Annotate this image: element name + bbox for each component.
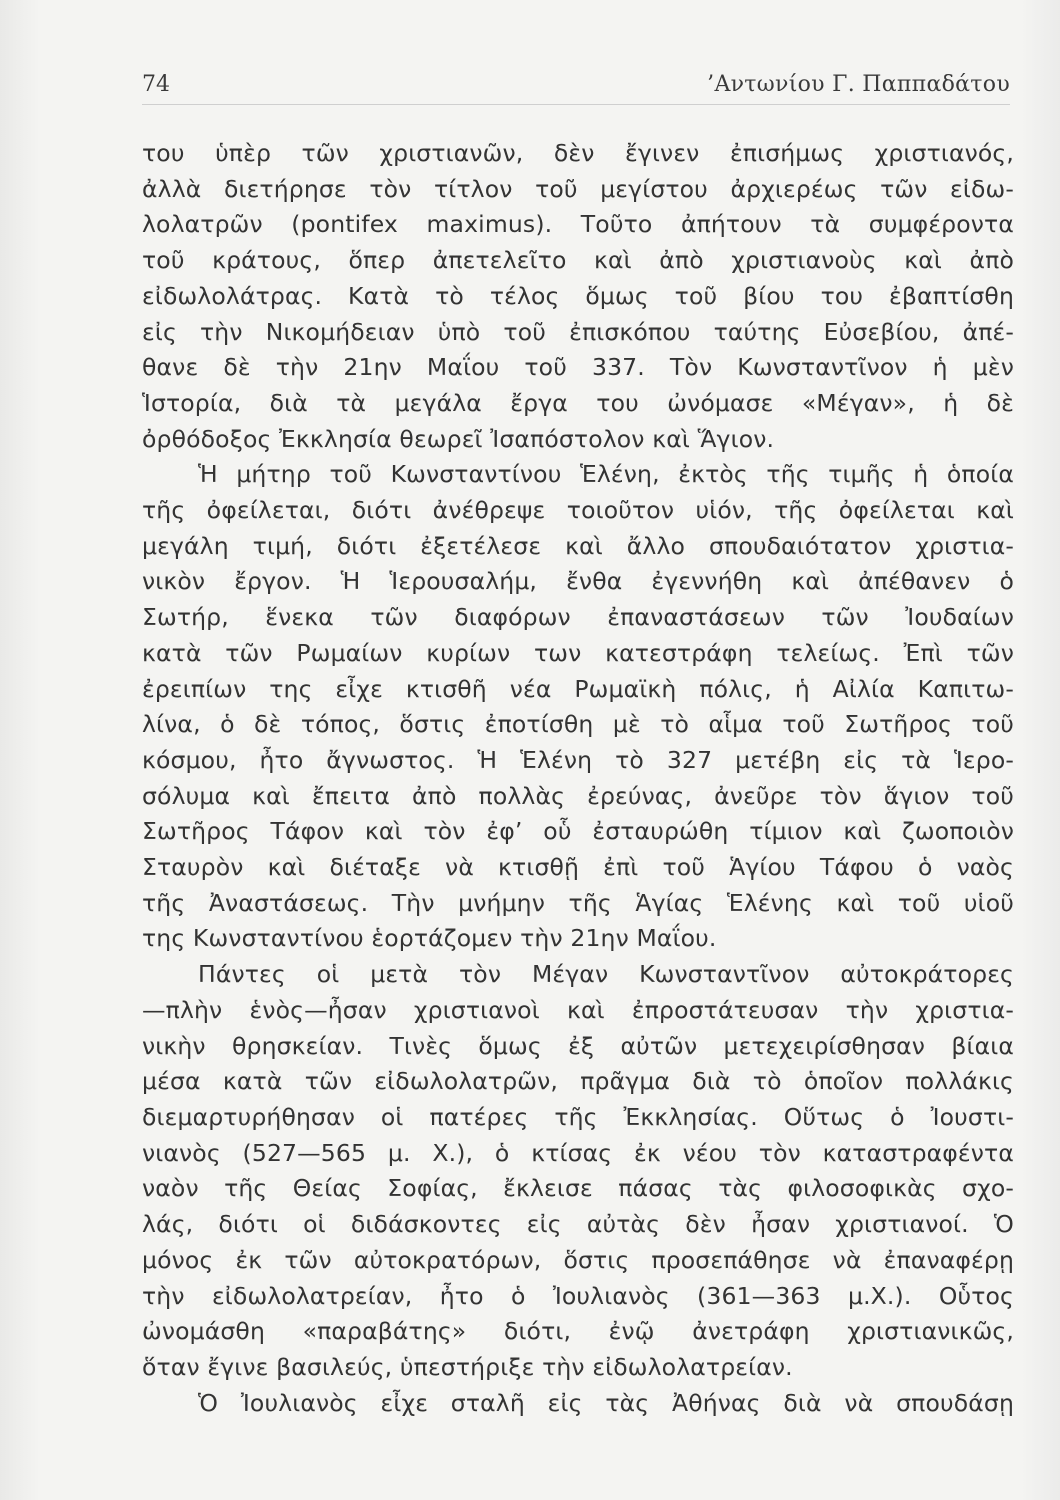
paragraph	[142, 1386, 1014, 1422]
text-line: ἐρειπίων της εἶχε κτισθῆ νέα Ρωμαϊκὴ πόλις, ἡ Αἰλία Καπιτω-	[142, 674, 1014, 703]
text-line: Ἱστορία, διὰ τὰ μεγάλα ἔργα του ὠνόμασε «Μέγαν», ἡ δὲ	[142, 388, 1014, 417]
text-line: Πάντες οἱ μετὰ τὸν Μέγαν Κωνσταντῖνον αὐτοκράτορες	[198, 960, 1014, 989]
page-header	[142, 68, 1010, 105]
text-line: ἀλλὰ διετήρησε τὸν τίτλον τοῦ μεγίστου ἀρχιερέως τῶν εἰδω-	[142, 174, 1014, 203]
page-number: 74	[142, 72, 170, 97]
text-line: εἰς τὴν Νικομήδειαν ὑπὸ τοῦ ἐπισκόπου ταύτης Εὐσεβίου, ἀπέ-	[142, 317, 1014, 346]
text-line: λολατρῶν (pontifex maximus). Τοῦτο ἀπήτουν τὰ συμφέροντα	[142, 210, 1014, 239]
text-line: τῆς ὀφείλεται, διότι ἀνέθρεψε τοιοῦτον υἱόν, τῆς ὀφείλεται καὶ	[142, 496, 1014, 525]
text-line: Ὁ Ἰουλιανὸς εἶχε σταλῆ εἰς τὰς Ἀθήνας διὰ νὰ σπουδάσῃ	[198, 1388, 1014, 1417]
text-line: λάς, διότι οἱ διδάσκοντες εἰς αὐτὰς δὲν ἦσαν χριστιανοί. Ὁ	[142, 1210, 1014, 1239]
text-line: ναὸν τῆς Θείας Σοφίας, ἔκλεισε πάσας τὰς φιλοσοφικὰς σχο-	[142, 1174, 1014, 1203]
text-line: Σταυρὸν καὶ διέταξε νὰ κτισθῇ ἐπὶ τοῦ Ἁγίου Τάφου ὁ ναὸς	[142, 853, 1014, 882]
text-line: κόσμου, ἦτο ἄγνωστος. Ἡ Ἑλένη τὸ 327 μετέβη εἰς τὰ Ἱερο-	[142, 745, 1014, 774]
text-line: τῆς Ἀναστάσεως. Τὴν μνήμην τῆς Ἁγίας Ἑλένης καὶ τοῦ υἱοῦ	[142, 888, 1014, 917]
text-line: μεγάλη τιμή, διότι ἐξετέλεσε καὶ ἄλλο σπουδαιότατον χριστια-	[142, 531, 1014, 560]
text-line: ὅταν ἔγινε βασιλεύς, ὑπεστήριξε τὴν εἰδωλολατρείαν.	[142, 1352, 793, 1381]
text-line: της Κωνσταντίνου ἑορτάζομεν τὴν 21ην Μαΐου.	[142, 924, 717, 953]
text-line: μόνος ἐκ τῶν αὐτοκρατόρων, ὅστις προσεπάθησε νὰ ἐπαναφέρῃ	[142, 1245, 1014, 1274]
running-head: ’Αντωνίου Γ. Παππαδάτου	[707, 72, 1010, 97]
text-line: κατὰ τῶν Ρωμαίων κυρίων των κατεστράφη τελείως. Ἐπὶ τῶν	[142, 638, 1014, 667]
text-line: νικὴν θρησκείαν. Τινὲς ὅμως ἐξ αὐτῶν μετεχειρίσθησαν βίαια	[142, 1031, 1014, 1060]
text-line: θανε δὲ τὴν 21ην Μαΐου τοῦ 337. Τὸν Κωνσταντῖνον ἡ μὲν	[142, 353, 1014, 382]
text-line: του ὑπὲρ τῶν χριστιανῶν, δὲν ἔγινεν ἐπισήμως χριστιανός,	[142, 139, 1014, 167]
text-line: ὀρθόδοξος Ἐκκλησία θεωρεῖ Ἰσαπόστολον καὶ Ἅγιον.	[142, 424, 775, 453]
text-line: ὠνομάσθη «παραβάτης» διότι, ἐνῷ ἀνετράφη χριστιανικῶς,	[142, 1317, 1014, 1346]
text-line: Ἡ μήτηρ τοῦ Κωνσταντίνου Ἑλένη, ἐκτὸς τῆς τιμῆς ἡ ὁποία	[198, 460, 1014, 489]
body-text	[142, 136, 1014, 1421]
text-line: Σωτήρ, ἕνεκα τῶν διαφόρων ἐπαναστάσεων τῶν Ἰουδαίων	[142, 603, 1014, 632]
paragraph	[142, 957, 1014, 1385]
paragraph	[142, 136, 1014, 457]
text-line: Σωτῆρος Τάφον καὶ τὸν ἐφ’ οὗ ἐσταυρώθη τίμιον καὶ ζωοποιὸν	[142, 817, 1014, 846]
text-line: σόλυμα καὶ ἔπειτα ἀπὸ πολλὰς ἐρεύνας, ἀνεῦρε τὸν ἅγιον τοῦ	[142, 781, 1014, 810]
text-line: νιανὸς (527—565 μ. Χ.), ὁ κτίσας ἐκ νέου τὸν καταστραφέντα	[142, 1138, 1014, 1167]
text-line: —πλὴν ἑνὸς—ἦσαν χριστιανοὶ καὶ ἐπροστάτευσαν τὴν χριστια-	[142, 995, 1014, 1024]
text-line: λίνα, ὁ δὲ τόπος, ὅστις ἐποτίσθη μὲ τὸ αἷμα τοῦ Σωτῆρος τοῦ	[142, 710, 1014, 739]
text-line: νικὸν ἔργον. Ἡ Ἱερουσαλήμ, ἔνθα ἐγεννήθη καὶ ἀπέθανεν ὁ	[142, 567, 1014, 596]
paragraph	[142, 457, 1014, 957]
text-line: εἰδωλολάτρας. Κατὰ τὸ τέλος ὅμως τοῦ βίου του ἐβαπτίσθη	[142, 281, 1014, 310]
text-line: τὴν εἰδωλολατρείαν, ἦτο ὁ Ἰουλιανὸς (361—363 μ.Χ.). Οὗτος	[142, 1281, 1014, 1310]
text-line: διεμαρτυρήθησαν οἱ πατέρες τῆς Ἐκκλησίας. Οὕτως ὁ Ἰουστι-	[142, 1102, 1014, 1131]
text-line: τοῦ κράτους, ὅπερ ἀπετελεῖτο καὶ ἀπὸ χριστιανοὺς καὶ ἀπὸ	[142, 246, 1014, 275]
text-line: μέσα κατὰ τῶν εἰδωλολατρῶν, πρᾶγμα διὰ τὸ ὁποῖον πολλάκις	[142, 1067, 1014, 1096]
